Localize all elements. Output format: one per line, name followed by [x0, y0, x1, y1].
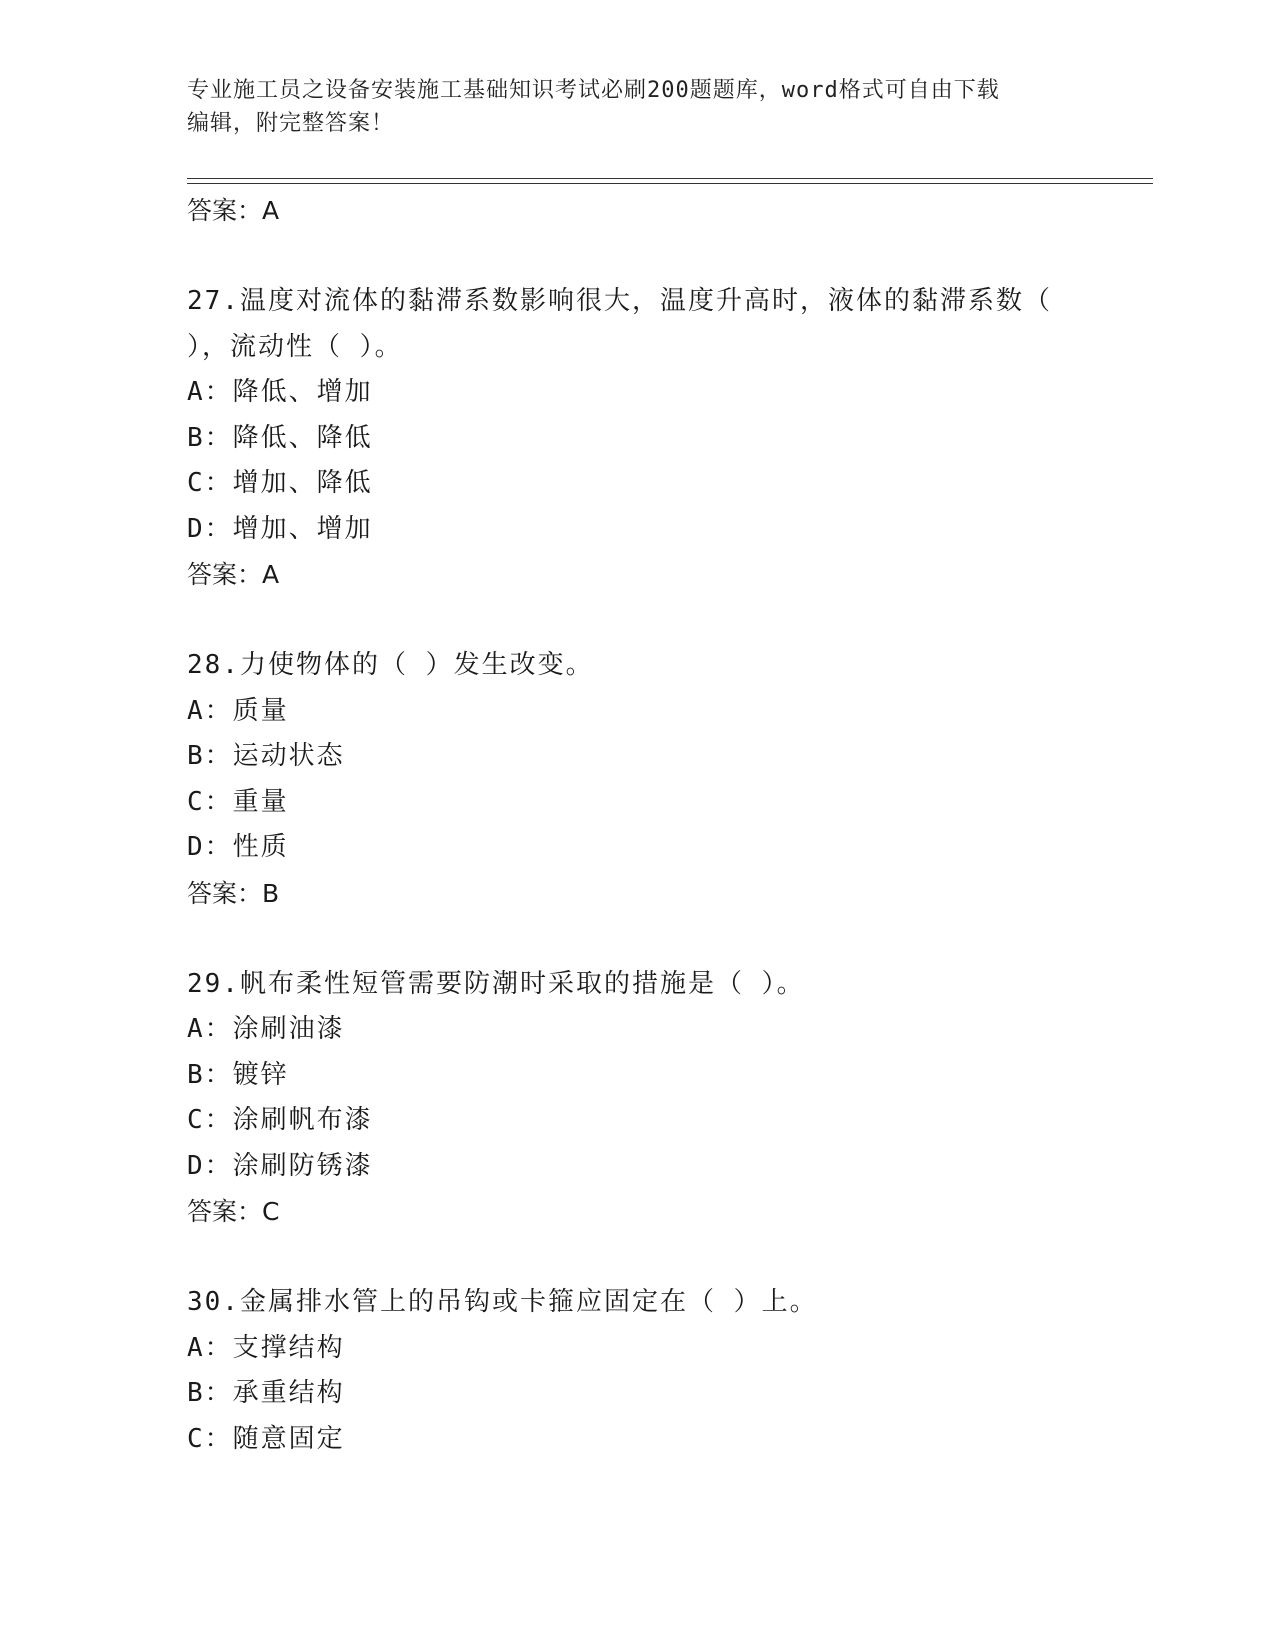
option-b: B：降低、降低 [187, 422, 373, 453]
spacer [187, 598, 1087, 644]
option-d: D：性质 [187, 832, 289, 862]
option-c: C：随意固定 [187, 1423, 345, 1454]
option-d: D：增加、增加 [187, 513, 373, 544]
option-b: B：承重结构 [187, 1378, 345, 1408]
option-c: C：重量 [187, 786, 289, 817]
option-b: B：镀锌 [187, 1059, 289, 1090]
question-27 [187, 279, 1087, 598]
question-stem: 28.力使物体的（ ）发生改变。 [187, 650, 594, 680]
option-a: A：质量 [187, 695, 289, 726]
question-list [187, 188, 1087, 1462]
question-29 [187, 962, 1087, 1235]
spacer [187, 1235, 1087, 1281]
spacer [187, 234, 1087, 280]
answer: 答案：C [187, 1197, 280, 1226]
question-stem-continued: ），流动性（ ）。 [187, 331, 403, 362]
question-30 [187, 1280, 1087, 1462]
header-line-1: 专业施工员之设备安装施工基础知识考试必刷200题题库，word格式可自由下载 [187, 78, 1000, 103]
question-stem: 27.温度对流体的黏滞系数影响很大，温度升高时，液体的黏滞系数（ [187, 286, 1052, 316]
header-line-2: 编辑，附完整答案！ [187, 111, 395, 136]
page-header [187, 74, 1067, 140]
question-stem: 30.金属排水管上的吊钩或卡箍应固定在（ ）上。 [187, 1287, 818, 1317]
answer: 答案：A [187, 560, 280, 589]
option-c: C：涂刷帆布漆 [187, 1105, 373, 1135]
answer: 答案：B [187, 878, 280, 908]
option-a: A：支撑结构 [187, 1332, 345, 1363]
header-divider-top [187, 178, 1153, 179]
question-28 [187, 643, 1087, 916]
header-divider-bottom [187, 183, 1153, 184]
spacer [187, 916, 1087, 962]
option-c: C：增加、降低 [187, 468, 373, 498]
question-stem: 29.帆布柔性短管需要防潮时采取的措施是（ ）。 [187, 968, 805, 999]
option-a: A：降低、增加 [187, 377, 373, 407]
option-a: A：涂刷油漆 [187, 1014, 345, 1044]
option-b: B：运动状态 [187, 741, 345, 771]
previous-answer: 答案：A [187, 196, 280, 225]
option-d: D：涂刷防锈漆 [187, 1150, 373, 1181]
